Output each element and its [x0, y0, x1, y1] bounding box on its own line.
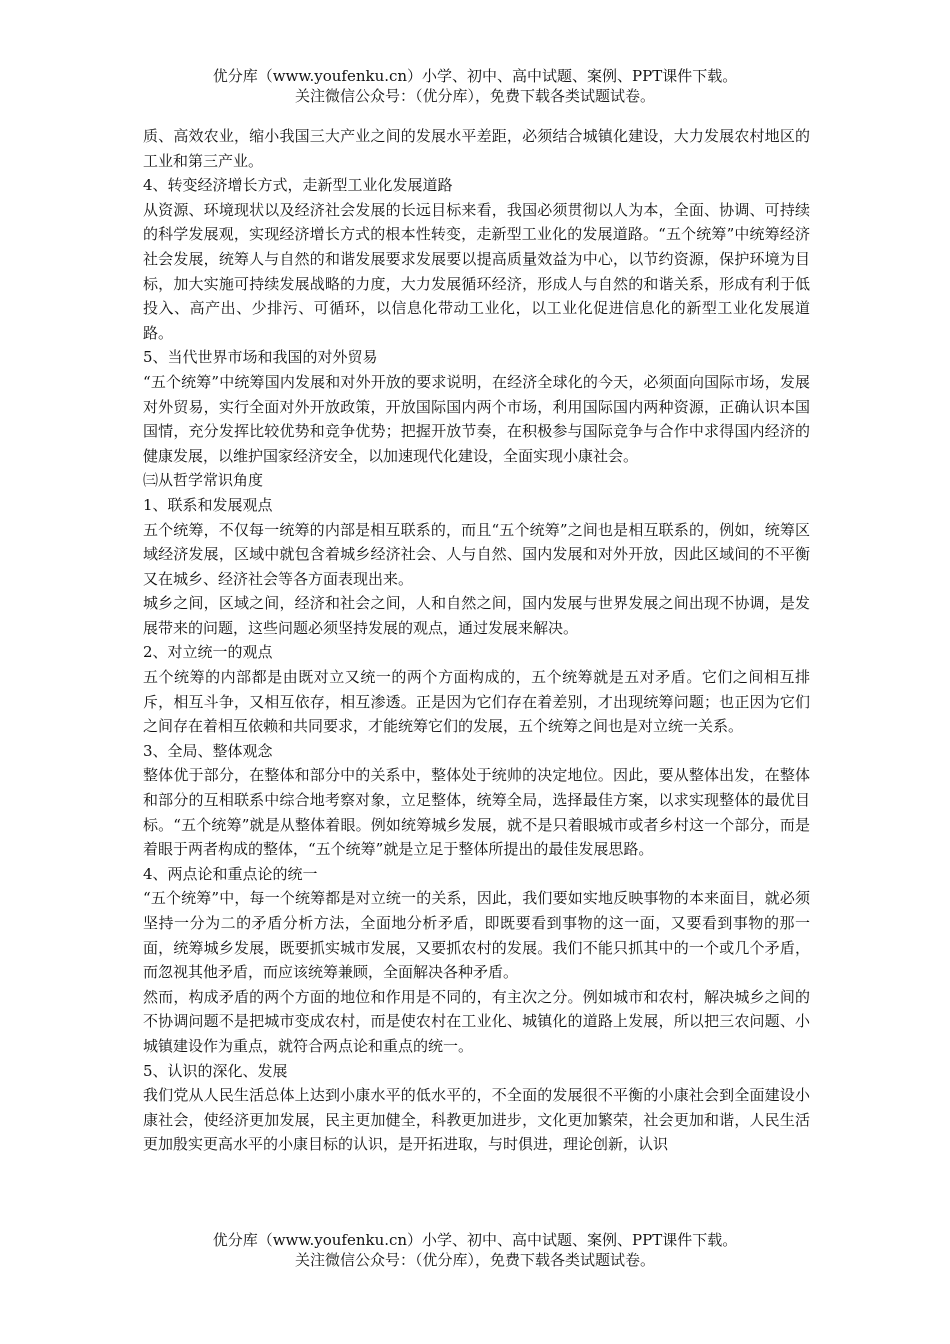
page-header	[0, 66, 950, 106]
section-heading-4b: 4、两点论和重点论的统一	[143, 864, 318, 883]
section-heading-2: 2、对立统一的观点	[143, 643, 273, 662]
paragraph: 我们党从人民生活总体上达到小康水平的低水平的，不全面的发展很不平衡的小康社会到全面建设小康社会，使经济更加发展，民主更加健全，科教更加进步，文化更加繁荣，社会更加和谐，人民生活更加殷实更高水平的小康目标的认识，是开拓进取，与时俱进，理论创新，认识	[143, 1086, 810, 1154]
footer-line-2: 关注微信公众号：（优分库），免费下载各类试题试卷。	[294, 1251, 655, 1269]
footer-line-1: 优分库（www.youfenku.cn）小学、初中、高中试题、案例、PPT课件下载。	[212, 1231, 738, 1249]
section-heading-3: 3、全局、整体观念	[143, 741, 273, 760]
paragraph: 从资源、环境现状以及经济社会发展的长远目标来看，我国必须贯彻以人为本，全面、协调、可持续的科学发展观，实现经济增长方式的根本性转变，走新型工业化的发展道路。“五个统筹”中统筹经济社会发展，统筹人与自然的和谐发展要求发展要以提高质量效益为中心，以节约资源，保护环境为目标，加大实施可持续发展战略的力度，大力发展循环经济，形成人与自然的和谐关系，形成有利于低投入、高产出、少排污、可循环，以信息化带动工业化，以工业化促进信息化的新型工业化发展道路。	[143, 200, 810, 342]
section-heading-5b: 5、认识的深化、发展	[143, 1061, 288, 1080]
paragraph: 然而，构成矛盾的两个方面的地位和作用是不同的，有主次之分。例如城市和农村，解决城乡之间的不协调问题不是把城市变成农村，而是使农村在工业化、城镇化的道路上发展，所以把三农问题、小城镇建设作为重点，就符合两点论和重点的统一。	[143, 987, 810, 1055]
header-line-2: 关注微信公众号：（优分库），免费下载各类试题试卷。	[294, 87, 655, 105]
header-line-1: 优分库（www.youfenku.cn）小学、初中、高中试题、案例、PPT课件下载。	[212, 67, 738, 85]
section-heading-5: 5、当代世界市场和我国的对外贸易	[143, 348, 378, 367]
section-heading-4: 4、转变经济增长方式，走新型工业化发展道路	[143, 176, 453, 195]
paragraph: “五个统筹”中统筹国内发展和对外开放的要求说明，在经济全球化的今天，必须面向国际市场，发展对外贸易，实行全面对外开放政策，开放国际国内两个市场，利用国际国内两种资源，正确认识本国国情，充分发挥比较优势和竞争优势；把握开放节奏，在积极参与国际竞争与合作中求得国内经济的健康发展，以维护国家经济安全，以加速现代化建设，全面实现小康社会。	[143, 372, 810, 465]
paragraph: 五个统筹，不仅每一统筹的内部是相互联系的，而且“五个统筹”之间也是相互联系的，例如，统筹区域经济发展，区域中就包含着城乡经济社会、人与自然、国内发展和对外开放，因此区域间的不平衡又在城乡、经济社会等各方面表现出来。	[143, 520, 810, 588]
paragraph: “五个统筹”中，每一个统筹都是对立统一的关系，因此，我们要如实地反映事物的本来面目，就必须坚持一分为二的矛盾分析方法，全面地分析矛盾，即既要看到事物的这一面，又要看到事物的那一面，统筹城乡发展，既要抓实城市发展，又要抓农村的发展。我们不能只抓其中的一个或几个矛盾，而忽视其他矛盾，而应该统筹兼顾，全面解决各种矛盾。	[143, 889, 810, 982]
page-footer	[0, 1230, 950, 1270]
section-heading-1: 1、联系和发展观点	[143, 495, 273, 514]
paragraph: 整体优于部分，在整体和部分中的关系中，整体处于统帅的决定地位。因此，要从整体出发，在整体和部分的互相联系中综合地考察对象，立足整体，统筹全局，选择最佳方案，以求实现整体的最优目标。“五个统筹”就是从整体着眼。例如统筹城乡发展，就不是只着眼城市或者乡村这一个部分，而是着眼于两者构成的整体，“五个统筹”就是立足于整体所提出的最佳发展思路。	[143, 766, 810, 859]
document-body	[143, 124, 810, 1157]
paragraph: 城乡之间，区域之间，经济和社会之间，人和自然之间，国内发展与世界发展之间出现不协调，是发展带来的问题，这些问题必须坚持发展的观点，通过发展来解决。	[143, 594, 810, 637]
paragraph-continuation: 质、高效农业，缩小我国三大产业之间的发展水平差距，必须结合城镇化建设，大力发展农村地区的工业和第三产业。	[143, 127, 810, 170]
paragraph: 五个统筹的内部都是由既对立又统一的两个方面构成的，五个统筹就是五对矛盾。它们之间相互排斥，相互斗争，又相互依存，相互渗透。正是因为它们存在着差别，才出现统筹问题；也正因为它们之间存在着相互依赖和共同要求，才能统筹它们的发展，五个统筹之间也是对立统一关系。	[143, 668, 810, 736]
part-heading-philosophy: ㈢从哲学常识角度	[143, 471, 264, 490]
